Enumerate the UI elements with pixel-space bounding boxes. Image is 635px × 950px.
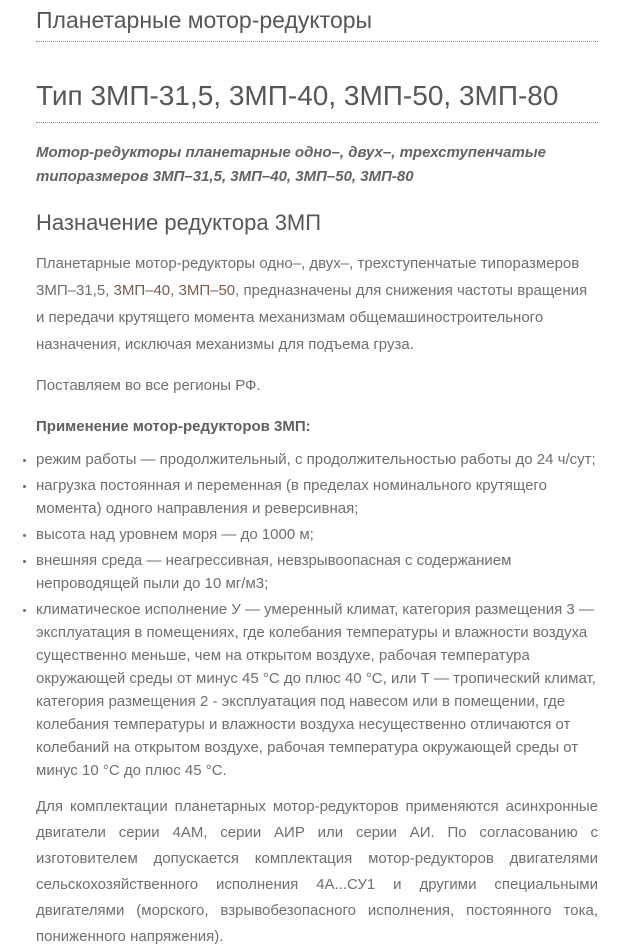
list-item: • внешняя среда — неагрессивная, невзрывоопасная с содержанием непроводящей пыли до 10 мг/м3; bbox=[36, 549, 598, 595]
link-3mp-50[interactable]: 3МП–50 bbox=[178, 282, 236, 299]
link-3mp-40[interactable]: 3МП–40 bbox=[113, 282, 171, 299]
list-item: • высота над уровнем моря — до 1000 м; bbox=[36, 523, 598, 546]
list-item: • климатическое исполнение У — умеренный климат, категория размещения 3 — эксплуатация в помещениях, где колебания температуры и влажности воздуха существенно меньше, чем на открытом воздухе, рабочая температура окружающей среды от минус 45 °C до плюс 40 °C, или Т — тропический климат, категория размещения 2 - эксплуатация под навесом или в помещении, где колебания температуры и влажности воздуха несущественно отличаются от колебаний на открытом воздухе, рабочая температура окружающей среды от минус 10 °C до плюс 45 °C. bbox=[36, 598, 598, 782]
page-title: Планетарные мотор-редукторы bbox=[36, 6, 598, 42]
applications-list bbox=[36, 448, 598, 782]
intro-text-separator: , bbox=[170, 282, 179, 299]
subtitle: Мотор-редукторы планетарные одно–, двух–, трехступенчатые типоразмеров 3МП–31,5, 3МП–40, 3МП–50, 3МП-80 bbox=[36, 144, 546, 185]
list-item: • нагрузка постоянная и переменная (в пределах номинального крутящего момента) одного направления и реверсивная; bbox=[36, 474, 598, 520]
delivery-note: Поставляем во все регионы РФ. bbox=[36, 377, 261, 394]
intro-text-start: Планетарные мотор-редукторы одно–, двух–, трехступенчатые типоразмеров 3МП–31,5, bbox=[36, 255, 580, 299]
product-description-page bbox=[0, 6, 635, 950]
intro-text-end: , предназначены для снижения частоты вращения и передачи крутящего момента механизмам общемашиностроительного назначения, исключая механизмы для подъема груза. bbox=[36, 282, 588, 353]
section-heading-purpose: Назначение редуктора 3МП bbox=[36, 210, 322, 235]
intro-paragraph bbox=[36, 250, 598, 358]
closing-paragraph: Для комплектации планетарных мотор-редукторов применяются асинхронные двигатели серии 4АМ, серии АИР или серии АИ. По согласованию с изготовителем допускается комплектация мотор-редукторов двигателями сельскохозяйственного исполнения 4А...СУ1 и другими специальными двигателями (морского, взрывобезопасного исполнения, постоянного тока, пониженного напряжения). bbox=[36, 798, 598, 945]
list-item: • режим работы — продолжительный, с продолжительностью работы до 24 ч/сут; bbox=[36, 448, 598, 471]
type-heading: Тип 3МП-31,5, 3МП-40, 3МП-50, 3МП-80 bbox=[36, 80, 598, 123]
applications-title: Применение мотор-редукторов 3МП: bbox=[36, 418, 311, 435]
